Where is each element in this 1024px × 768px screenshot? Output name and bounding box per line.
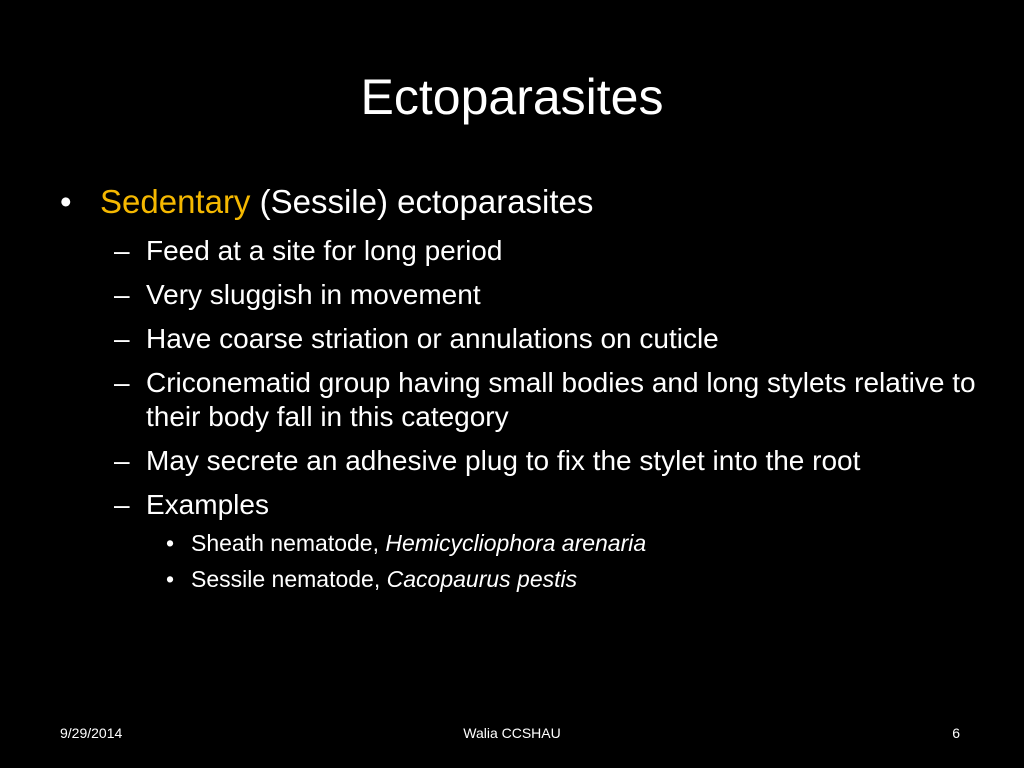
footer-date: 9/29/2014 [60,725,123,741]
example-common-name: Sheath nematode, [191,530,386,556]
sub-bullet-dash: – [114,445,130,476]
sub-bullet [60,278,980,312]
main-bullet-marker: • [60,183,72,220]
sub-bullet [60,444,980,478]
sub-bullet-text: Examples [146,489,269,520]
sub-bullet [60,322,980,356]
example-species-name: Cacopaurus pestis [386,566,578,592]
footer-author: Walia CCSHAU [463,725,561,741]
sub-bullet [60,366,980,434]
slide-content [60,180,980,594]
sub-bullet-text: Very sluggish in movement [146,279,481,310]
sub-bullet-text: Have coarse striation or annulations on cuticle [146,323,719,354]
sub-bullet-dash: – [114,323,130,354]
sub-bullet [60,234,980,268]
sub-bullet-dash: – [114,235,130,266]
example-bullet-marker: • [166,566,175,592]
sub-bullet-dash: – [114,279,130,310]
slide-title: Ectoparasites [360,69,664,125]
sub-bullet-text: May secrete an adhesive plug to fix the stylet into the root [146,445,861,476]
example-bullet-marker: • [166,530,175,556]
sub-bullet-text: Criconematid group having small bodies and long stylets relative to their body fall in this category [146,367,976,432]
example-item [60,528,980,558]
example-species-name: Hemicycliophora arenaria [385,530,647,556]
main-bullet-highlight: Sedentary [100,183,251,220]
main-bullet-text: (Sessile) ectoparasites [250,183,594,220]
footer-page-number: 6 [952,725,960,741]
example-common-name: Sessile nematode, [191,566,387,592]
example-item [60,564,980,594]
sub-bullet [60,488,980,522]
main-bullet [60,180,980,224]
sub-bullet-text: Feed at a site for long period [146,235,503,266]
sub-bullet-dash: – [114,367,130,398]
sub-bullet-dash: – [114,489,130,520]
